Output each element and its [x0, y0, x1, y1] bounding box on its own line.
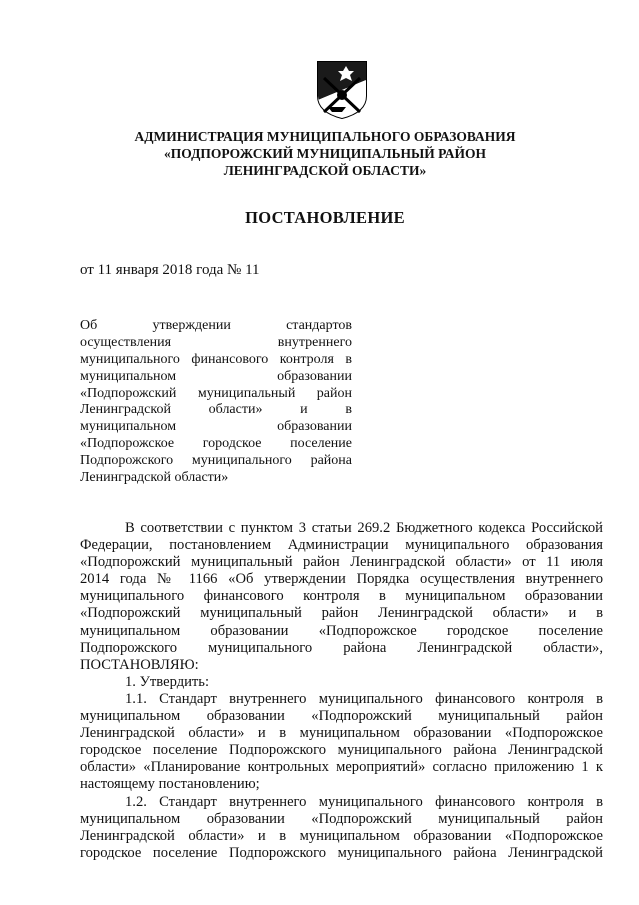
body-line: городское поселение Подпорожского муниципального района Ленинградской — [80, 742, 603, 759]
body-line: муниципального финансового контроля в муниципальном образовании — [80, 588, 603, 605]
body-line: В соответствии с пунктом 3 статьи 269.2 Бюджетного кодекса Российской — [125, 520, 603, 536]
body-line: 2014 года № 1166 «Об утверждении Порядка осуществления внутреннего — [80, 571, 603, 588]
subject-line: Об утверждении стандартов — [80, 318, 352, 333]
subject-line: Подпорожского муниципального района — [80, 453, 352, 469]
subject-line: «Подпорожский муниципальный район — [80, 385, 352, 401]
document-body — [80, 520, 603, 862]
body-line: настоящему постановлению; — [80, 776, 260, 793]
subject-line: муниципальном образовании — [80, 419, 352, 435]
body-line: Подпорожского муниципального района Ленинградской области», — [80, 639, 603, 656]
coat-of-arms-emblem — [316, 60, 368, 120]
body-line: Федерации, постановлением Администрации муниципального образования — [80, 537, 603, 554]
header-line-2: «ПОДПОРОЖСКИЙ МУНИЦИПАЛЬНЫЙ РАЙОН — [164, 146, 486, 161]
subject-line: муниципального финансового контроля в — [80, 351, 352, 367]
organization-header — [60, 128, 590, 179]
subject-line: муниципальном образовании — [80, 368, 352, 384]
subject-line: Ленинградской области» — [80, 470, 229, 486]
body-line: 1.1. Стандарт внутреннего муниципального финансового контроля в — [125, 690, 603, 707]
document-date-number: от 11 января 2018 года № 11 — [80, 262, 260, 278]
subject-block — [80, 318, 352, 487]
body-line: муниципальном образовании «Подпорожский муниципальный район — [80, 810, 603, 827]
body-line: городское поселение Подпорожского муниципального района Ленинградской — [80, 844, 603, 861]
body-line: 1.2. Стандарт внутреннего муниципального финансового контроля в — [125, 793, 603, 810]
body-line: области» «Планирование контрольных мероприятий» согласно приложению 1 к — [80, 759, 603, 776]
subject-line: Ленинградской области» и в — [80, 402, 352, 418]
body-line: «Подпорожский муниципальный район Ленинградской области» и в — [80, 605, 603, 622]
body-line: муниципальном образовании «Подпорожский муниципальный район — [80, 708, 603, 725]
body-line: 1. Утвердить: — [125, 673, 210, 690]
header-line-1: АДМИНИСТРАЦИЯ МУНИЦИПАЛЬНОГО ОБРАЗОВАНИЯ — [134, 129, 516, 144]
header-line-3: ЛЕНИНГРАДСКОЙ ОБЛАСТИ» — [223, 163, 427, 178]
document-title: ПОСТАНОВЛЕНИЕ — [245, 208, 405, 227]
subject-line: «Подпорожское городское поселение — [80, 436, 352, 452]
subject-line: осуществления внутреннего — [80, 334, 352, 350]
body-line: муниципальном образовании «Подпорожское городское поселение — [80, 622, 603, 639]
body-line: ПОСТАНОВЛЯЮ: — [80, 656, 199, 673]
body-line: «Подпорожский муниципальный район Ленинградской области» от 11 июля — [80, 554, 603, 571]
body-line: Ленинградской области» и в муниципальном образовании «Подпорожское — [80, 827, 603, 844]
body-line: Ленинградской области» и в муниципальном образовании «Подпорожское — [80, 725, 603, 742]
